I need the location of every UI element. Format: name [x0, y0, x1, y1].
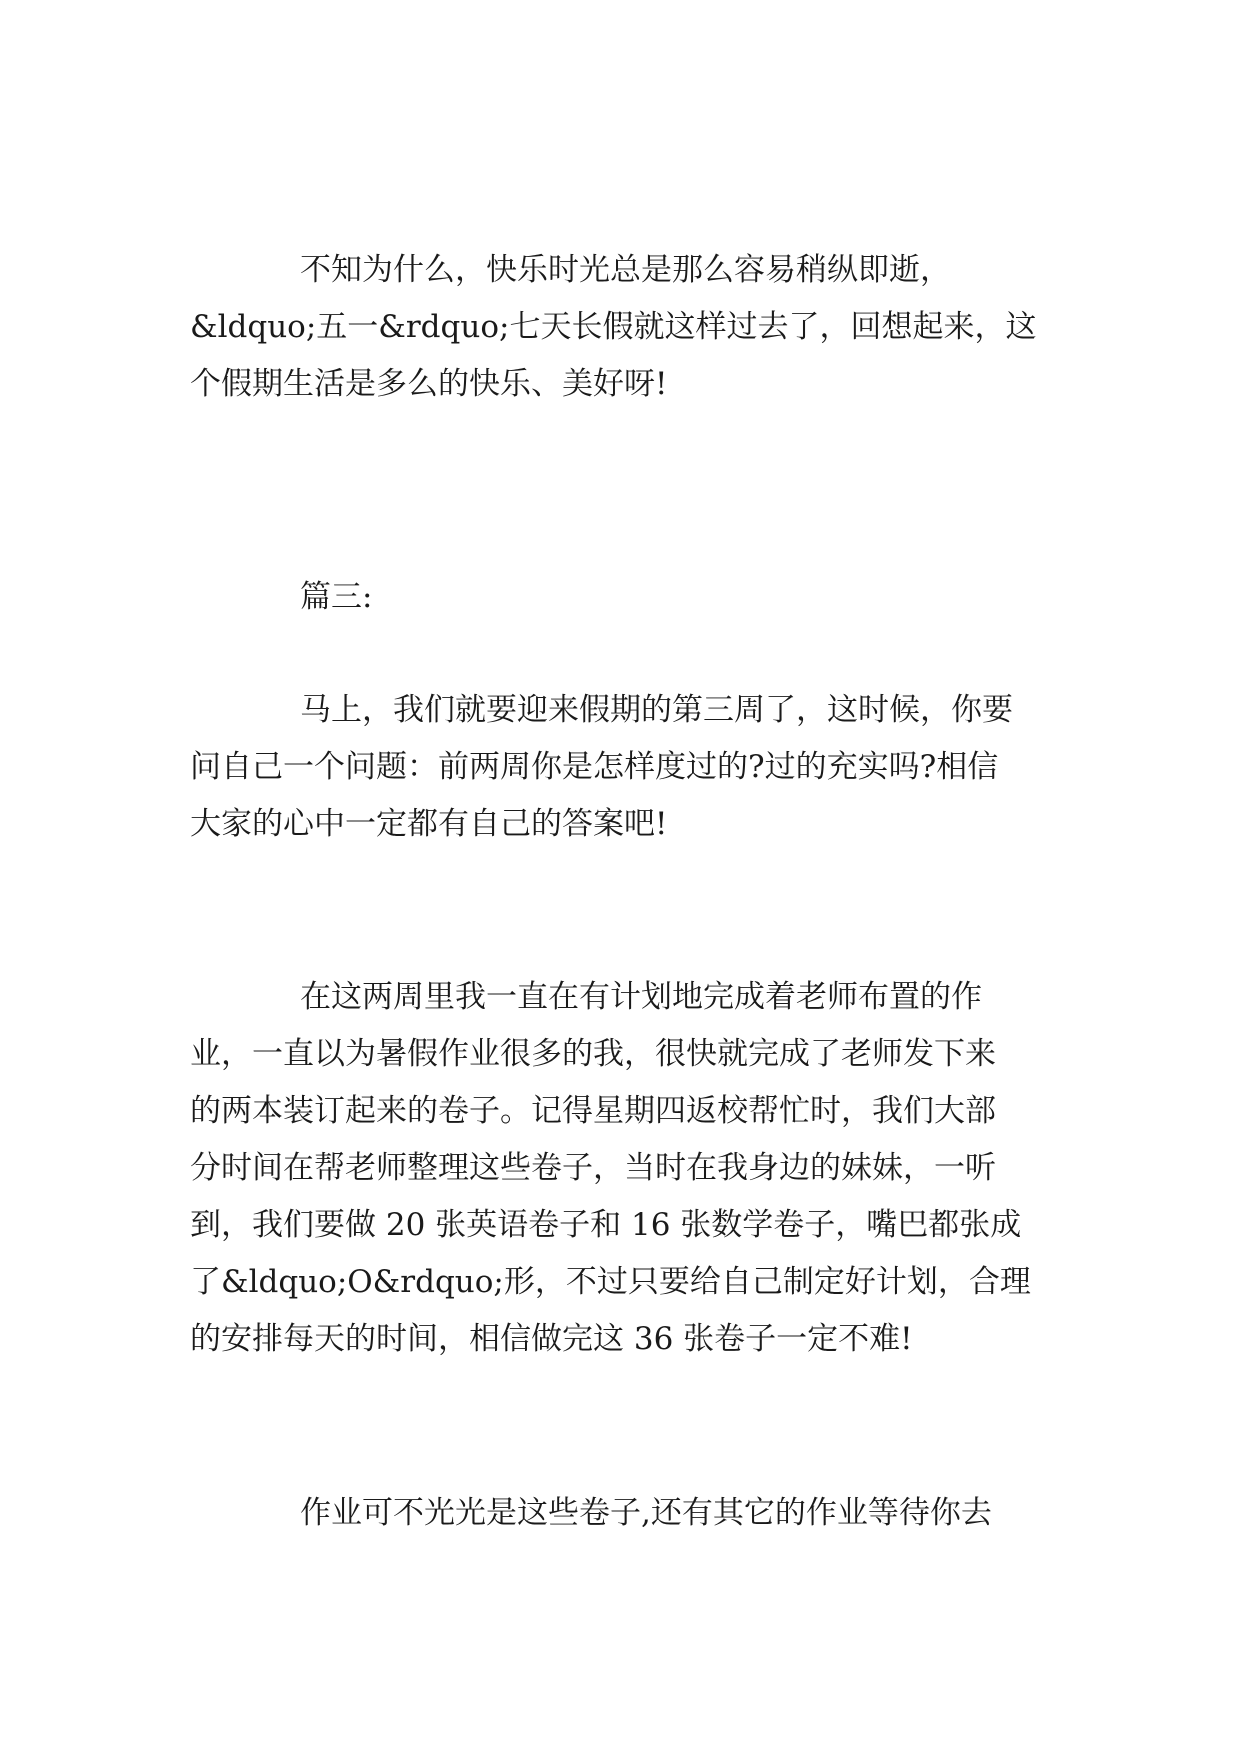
paragraph-line: 业，一直以为暑假作业很多的我，很快就完成了老师发下来	[190, 1036, 996, 1072]
paragraph-line: 问自己一个问题：前两周你是怎样度过的?过的充实吗?相信	[190, 749, 999, 785]
paragraph-line: 作业可不光光是这些卷子,还有其它的作业等待你去	[300, 1495, 992, 1531]
paragraph-line: 不知为什么，快乐时光总是那么容易稍纵即逝，	[300, 252, 951, 288]
paragraph-line: 的安排每天的时间，相信做完这 36 张卷子一定不难!	[190, 1321, 913, 1357]
section-heading-text: 篇三:	[300, 579, 373, 615]
paragraph-line: 大家的心中一定都有自己的答案吧!	[190, 806, 668, 842]
paragraph-line: 了&ldquo;O&rdquo;形，不过只要给自己制定好计划，合理	[190, 1264, 1031, 1300]
paragraph-line: &ldquo;五一&rdquo;七天长假就这样过去了，回想起来，这	[190, 309, 1037, 345]
paragraph-line: 的两本装订起来的卷子。记得星期四返校帮忙时，我们大部	[190, 1093, 996, 1129]
paragraph-line: 个假期生活是多么的快乐、美好呀!	[190, 366, 668, 402]
paragraph-line: 到，我们要做 20 张英语卷子和 16 张数学卷子，嘴巴都张成	[190, 1207, 1022, 1243]
paragraph-line: 马上，我们就要迎来假期的第三周了，这时候，你要	[300, 692, 1013, 728]
paragraph-line: 在这两周里我一直在有计划地完成着老师布置的作	[300, 979, 982, 1015]
paragraph-line: 分时间在帮老师整理这些卷子，当时在我身边的妹妹，一听	[190, 1150, 996, 1186]
